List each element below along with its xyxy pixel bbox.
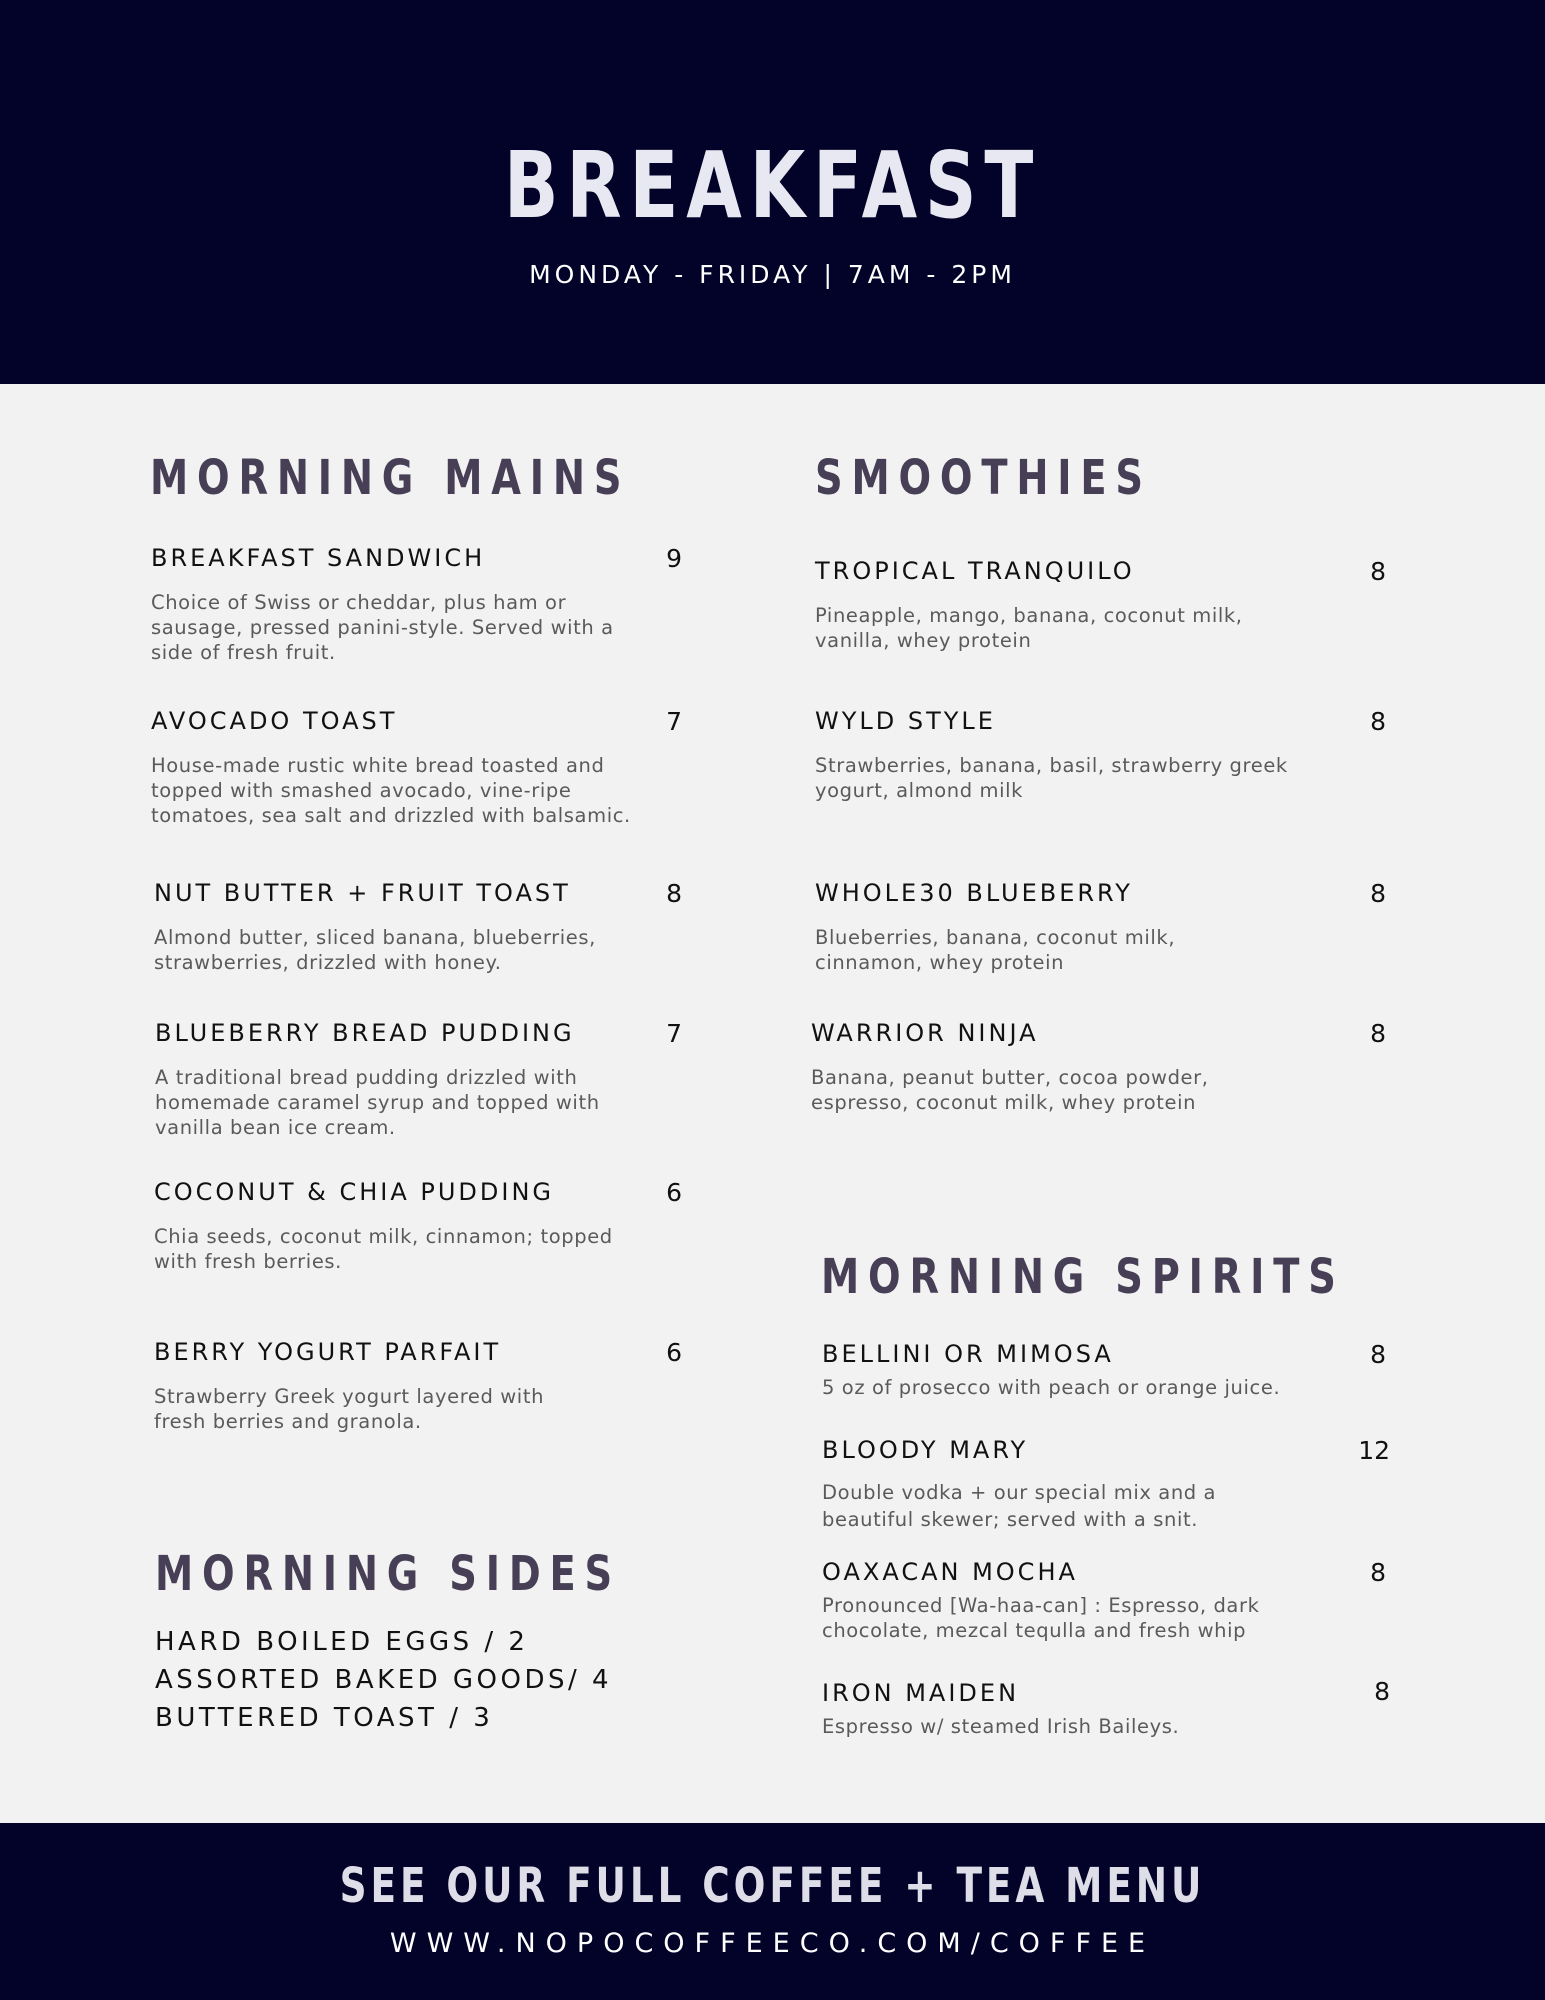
item-price: 12 (1358, 1436, 1390, 1465)
item-name: TROPICAL TRANQUILO (815, 557, 1135, 585)
item-name: NUT BUTTER + FRUIT TOAST (154, 879, 571, 907)
item-price: 8 (1370, 557, 1386, 586)
item-description: A traditional bread pudding drizzled with homemade caramel syrup and topped with vanilla bean ice cream. (155, 1066, 600, 1139)
section-heading-morning-sides: MORNING SIDES (155, 1546, 621, 1602)
item-price: 8 (1370, 1558, 1386, 1587)
footer-title: SEE OUR FULL COFFEE + TEA MENU (339, 1858, 1206, 1914)
item-description: 5 oz of prosecco with peach or orange juice. (822, 1376, 1281, 1399)
section-heading-morning-spirits: MORNING SPIRITS (821, 1249, 1345, 1305)
item-name: OAXACAN MOCHA (822, 1558, 1078, 1586)
item-price: 8 (1370, 1340, 1386, 1369)
side-item: ASSORTED BAKED GOODS/ 4 (155, 1665, 613, 1695)
item-name: COCONUT & CHIA PUDDING (154, 1178, 555, 1206)
item-name: BELLINI OR MIMOSA (822, 1340, 1114, 1368)
item-description: Choice of Swiss or cheddar, plus ham or sausage, pressed panini-style. Served with a side of fresh fruit. (151, 591, 614, 664)
item-price: 6 (666, 1338, 682, 1367)
item-name: BLOODY MARY (822, 1436, 1029, 1464)
item-price: 7 (666, 707, 682, 736)
item-description: House-made rustic white bread toasted and topped with smashed avocado, vine-ripe tomatoes, sea salt and drizzled with balsamic. (151, 754, 631, 827)
item-price: 7 (666, 1019, 682, 1048)
item-description: Pineapple, mango, banana, coconut milk, vanilla, whey protein (815, 604, 1243, 652)
item-description: Banana, peanut butter, cocoa powder, espresso, coconut milk, whey protein (811, 1066, 1209, 1114)
item-name: WARRIOR NINJA (811, 1019, 1039, 1047)
item-description: Espresso w/ steamed Irish Baileys. (822, 1715, 1180, 1738)
item-description: Pronounced [Wa-haa-can] : Espresso, dark chocolate, mezcal tequlla and fresh whip (822, 1594, 1260, 1642)
side-item: BUTTERED TOAST / 3 (155, 1703, 494, 1733)
item-price: 9 (666, 544, 682, 573)
item-description: Strawberries, banana, basil, strawberry greek yogurt, almond milk (815, 754, 1288, 802)
item-name: BLUEBERRY BREAD PUDDING (155, 1019, 575, 1047)
item-price: 8 (1370, 1019, 1386, 1048)
side-item: HARD BOILED EGGS / 2 (155, 1627, 529, 1657)
item-price: 6 (666, 1178, 682, 1207)
item-price: 8 (1370, 707, 1386, 736)
item-description: Chia seeds, coconut milk, cinnamon; topped with fresh berries. (154, 1225, 613, 1273)
section-heading-smoothies: SMOOTHIES (815, 450, 1152, 506)
section-heading-morning-mains: MORNING MAINS (150, 450, 631, 506)
item-price: 8 (666, 879, 682, 908)
item-description: Blueberries, banana, coconut milk, cinnamon, whey protein (815, 926, 1176, 974)
hours-subtitle: MONDAY - FRIDAY | 7AM - 2PM (529, 260, 1016, 289)
item-description: Double vodka + our special mix and a beautiful skewer; served with a snit. (822, 1481, 1217, 1531)
item-price: 8 (1374, 1677, 1390, 1706)
item-name: BERRY YOGURT PARFAIT (154, 1338, 502, 1366)
item-name: WHOLE30 BLUEBERRY (815, 879, 1133, 907)
item-name: BREAKFAST SANDWICH (151, 544, 486, 572)
footer-url-link[interactable]: WWW.NOPOCOFFEECO.COM/COFFEE (389, 1928, 1156, 1959)
item-price: 8 (1370, 879, 1386, 908)
item-name: IRON MAIDEN (822, 1679, 1020, 1707)
page-title: BREAKFAST (503, 132, 1042, 239)
item-name: WYLD STYLE (815, 707, 996, 735)
item-name: AVOCADO TOAST (151, 707, 398, 735)
item-description: Strawberry Greek yogurt layered with fresh berries and granola. (154, 1385, 545, 1433)
item-description: Almond butter, sliced banana, blueberries, strawberries, drizzled with honey. (154, 926, 596, 974)
